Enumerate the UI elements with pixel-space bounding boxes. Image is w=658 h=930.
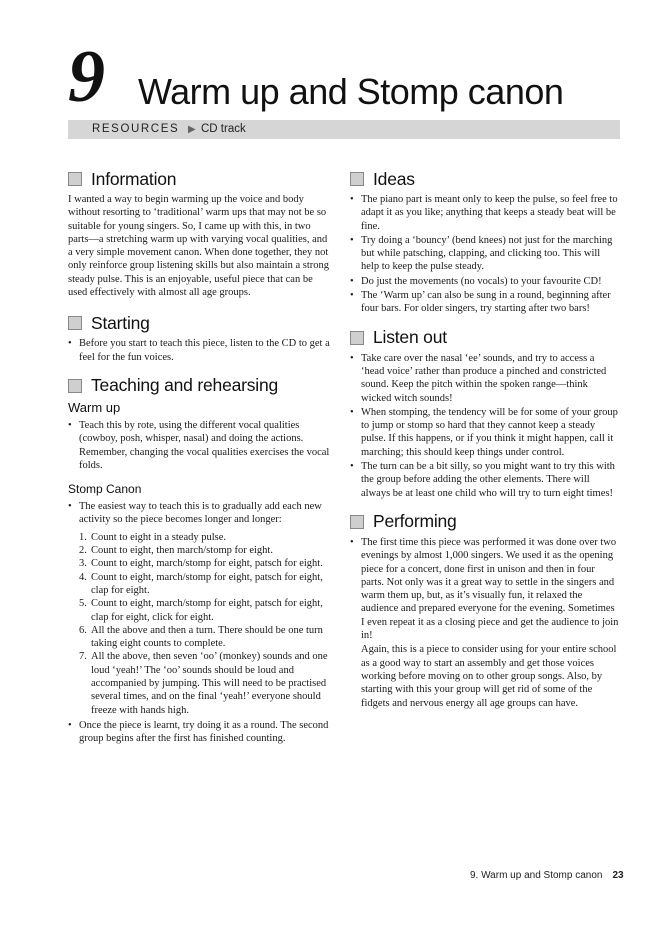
list-item: • The ‘Warm up’ can also be sung in a round, beginning after four bars. For older singers, try starting after two bars! xyxy=(350,289,620,316)
performing-heading: Performing xyxy=(373,511,457,532)
information-text: I wanted a way to begin warming up the voice and body without resorting to ‘traditional’ warm ups that may not be so suitable for young singers. So, I came up with this, in two parts—a stretching warm up with varying vocal qualities, and a very simple movement canon. When done together, they not only reinforce group listening skills but also maintain a strong steady pulse. This is an enjoyable, useful piece that can be used effectively with almost all age groups. xyxy=(68,194,329,299)
chapter-number: 9 xyxy=(68,36,105,118)
right-column xyxy=(350,167,620,710)
list-item: 5. Count to eight, march/stomp for eight, patsch for eight, clap for eight, click for eight. xyxy=(79,598,323,623)
list-item: • The first time this piece was performed it was done over two evenings by almost 1,000 singers. We used it as the opening piece for a concert, done first in unison and then in four parts. Not only was it a great way to settle in the singers and warm them up, but, as it’s visually fun, it relaxed the audience and prepared everyone for the evening. Sometimes I even repeat it as a closing piece and get the audience to join in! xyxy=(350,536,620,642)
page-number: 23 xyxy=(612,870,624,881)
list-item: 2. Count to eight, then march/stomp for eight. xyxy=(79,545,273,557)
information-section xyxy=(68,167,330,299)
section-box-icon xyxy=(350,172,364,186)
list-item: 1. Count to eight in a steady pulse. xyxy=(79,531,227,543)
ideas-section xyxy=(350,167,620,316)
list-item: 3. Count to eight, march/stomp for eight, patsch for eight. xyxy=(79,558,323,570)
warmup-subheading: Warm up xyxy=(68,399,121,415)
resources-label: RESOURCES xyxy=(92,123,180,135)
list-item: • Teach this by rote, using the different vocal qualities (cowboy, posh, whisper, nasal) and doing the actions. Remember, changing the vocal qualities exercises the vocal folds. xyxy=(68,419,330,472)
list-item: 6. All the above and then a turn. There should be one turn taking eight counts to complete. xyxy=(79,624,323,650)
section-box-icon xyxy=(350,515,364,529)
list-item: • When stomping, the tendency will be for some of your group to jump or stomp so hard that they cannot keep a steady pulse. If this happens, or if you think it might happen, call it marching; this should keep things under control. xyxy=(350,406,620,459)
list-item: • Take care over the nasal ‘ee’ sounds, and try to access a ‘head voice’ rather than produce a pinched and constricted sound. Keep the pitch within the spoken range—think wicked witch sounds! xyxy=(350,352,620,405)
section-box-icon xyxy=(68,172,82,186)
performing-section xyxy=(350,510,620,710)
list-item: • Do just the movements (no vocals) to your favourite CD! xyxy=(350,275,620,288)
list-item: • Try doing a ‘bouncy’ (bend knees) not just for the marching but while patsching, clapping, and clicking too. This will help to keep the pulse steady. xyxy=(350,234,620,274)
list-item: • The turn can be a bit silly, so you might want to try this with the group before adding the other elements. There will always be at least one child who will try to turn eight times! xyxy=(350,460,620,500)
ideas-heading: Ideas xyxy=(373,168,415,189)
teaching-section xyxy=(68,374,330,746)
list-item: • Once the piece is learnt, try doing it as a round. The second group begins after the first has finished counting. xyxy=(68,719,330,746)
section-box-icon xyxy=(68,316,82,330)
teaching-heading: Teaching and rehearsing xyxy=(91,375,279,396)
stomp-subheading: Stomp Canon xyxy=(68,482,142,497)
play-arrow-icon: ▶ xyxy=(188,124,196,135)
left-column xyxy=(68,167,330,747)
list-item: • The easiest way to teach this is to gradually add each new activity so the piece becomes longer and longer: xyxy=(68,500,330,527)
steps-list xyxy=(68,531,330,717)
listen-heading: Listen out xyxy=(373,327,447,348)
list-item: 4. Count to eight, march/stomp for eight, patsch for eight, clap for eight. xyxy=(79,571,323,596)
listen-section xyxy=(350,326,620,500)
page-header xyxy=(68,36,620,120)
page-footer xyxy=(470,870,624,881)
information-heading: Information xyxy=(91,168,177,189)
list-item: • The piano part is meant only to keep the pulse, so feel free to adapt it as you like; anything that keeps a steady beat will be fine. xyxy=(350,193,620,233)
list-item: • Before you start to teach this piece, listen to the CD to get a feel for the fun voices. xyxy=(68,337,330,364)
resources-bar xyxy=(68,120,620,139)
footer-chapter: 9. Warm up and Stomp canon xyxy=(470,870,603,881)
list-item: 7. All the above, then seven ‘oo’ (monkey) sounds and one loud ‘yeah!’ The ‘oo’ sounds should be loud and accompanied by jumping. This will need to be practised several times, and on the final ‘yeah!’ everyone should freeze with hands high. xyxy=(79,651,328,716)
resources-value: CD track xyxy=(201,123,246,135)
page-title: Warm up and Stomp canon xyxy=(138,71,564,112)
section-box-icon xyxy=(68,379,82,393)
section-box-icon xyxy=(350,331,364,345)
starting-heading: Starting xyxy=(91,312,150,333)
performing-continuation: Again, this is a piece to consider using for your entire school as a good way to start an assembly and get those voices working before moving on to other group songs. Also, by starting with this your group will get rid of some of the fidgets and nervous energy all age groups can have. xyxy=(361,644,617,709)
starting-section xyxy=(68,311,330,364)
